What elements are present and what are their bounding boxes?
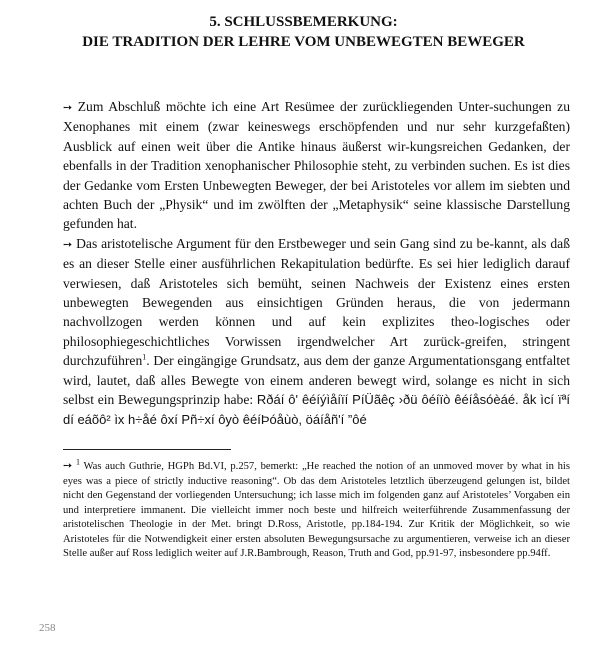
paragraph-2-text-after: . Der eingängige Grundsatz, aus dem der ganze Argumentationsgang entfaltet wird, lautet, daß alles Bewegte von einem anderen bewegt wird, solange es nicht in sich selbst ein Bewegungsprinzip habe: xyxy=(63,353,570,408)
footnote-text-before: Was auch Guthrie, HGPh Bd.VI, p.257, bemerkt: „ xyxy=(79,461,307,472)
greek-quotation: Rðáí ô' êéíýìåíïí PíÜãêç ›ðü ôéíïò êéíåsóèáé. åk ìcí ïªí dí eáõô² ìx h÷åé ôxí Pñ÷xí ôyò êéíÞóåùò, öáíåñ'í ”ôé xyxy=(63,392,570,427)
arrow-icon: ➙ xyxy=(63,101,73,114)
heading-line-1: 5. SCHLUSSBEMERKUNG: xyxy=(209,14,398,30)
footnote-divider xyxy=(63,449,231,450)
footnote xyxy=(63,459,570,562)
footnote-text-after: “. Ob das dem Aristoteles letztlich überzeugend gelungen ist, bildet nicht den Gegenstand der vorliegenden Untersuchung; ich lasse mich im folgenden ganz auf Aristoteles’ Vorgaben ein und interpretiere immanent. Die vielleicht immer noch beste und hilfreich weiterführende Zusammenfassung der aristotelischen Theologie in der Met. bringt D.Ross, Aristotle, pp.184-194. Zur Kritik der Möglichkeit, so wie Aristoteles für die Notwendigkeit einer ersten absoluten Bewegungsursache zu argumentieren, verweise ich an dieser Stelle außer auf Ross lediglich weiter auf J.R.Bambrough, Reason, Truth and God, pp.91-97, insbesondere pp.94ff. xyxy=(63,475,570,559)
footnote-reference[interactable]: 1 xyxy=(142,352,147,362)
paragraph-2 xyxy=(63,234,570,429)
paragraph-2-text-before: Das aristotelische Argument für den Erstbeweger und sein Gang sind zu be-kannt, als daß es an dieser Stelle einer ausführlichen Rekapitulation bedürfte. Es sei hier lediglich darauf verwiesen, daß Aristoteles sich bemüht, seinen Nachweis der Existenz eines ersten unbewegten Bewegenden aus einsichtigen Gründen heraus, die von jedermann nachvollzogen werden können und auf kein explizites theo-logisches oder philosophiegeschichtliches Vorwissen irgendwelcher Art zurück-greifen, stringent durchzuführen xyxy=(63,235,570,369)
arrow-icon: ➙ xyxy=(63,459,73,472)
paragraph-1 xyxy=(63,97,570,234)
paragraph-1-text: Zum Abschluß möchte ich eine Art Resümee der zurückliegenden Unter-suchungen zu Xenophanes mit einem (zwar keineswegs erschöpfenden und nur sehr kurzgefaßten) Ausblick auf einen weit über die Antike hinaus äußerst wir-kungsreichen Gedanken, der ebenfalls in der Tradition xenophanischer Philosophie steht, zu verbinden suchen. Es ist dies der Gedanke vom Ersten Unbewegten Beweger, der bei Aristoteles vor allem im siebten und achten Buch der „Physik“ und im zwölften der „Metaphysik“ seine klassische Darstellung gefunden hat. xyxy=(63,99,570,232)
page-number: 258 xyxy=(39,622,56,634)
section-heading xyxy=(20,12,587,52)
arrow-icon: ➙ xyxy=(63,237,73,251)
body-text xyxy=(63,97,570,429)
heading-line-2: DIE TRADITION DER LEHRE VOM UNBEWEGTEN BEWEGER xyxy=(82,34,525,50)
footnote-marker: 1 xyxy=(75,457,80,467)
footnote-quote: He reached the notion of an unmoved mover by what in his eyes was a piece of strictly inductive reasoning xyxy=(63,461,570,487)
